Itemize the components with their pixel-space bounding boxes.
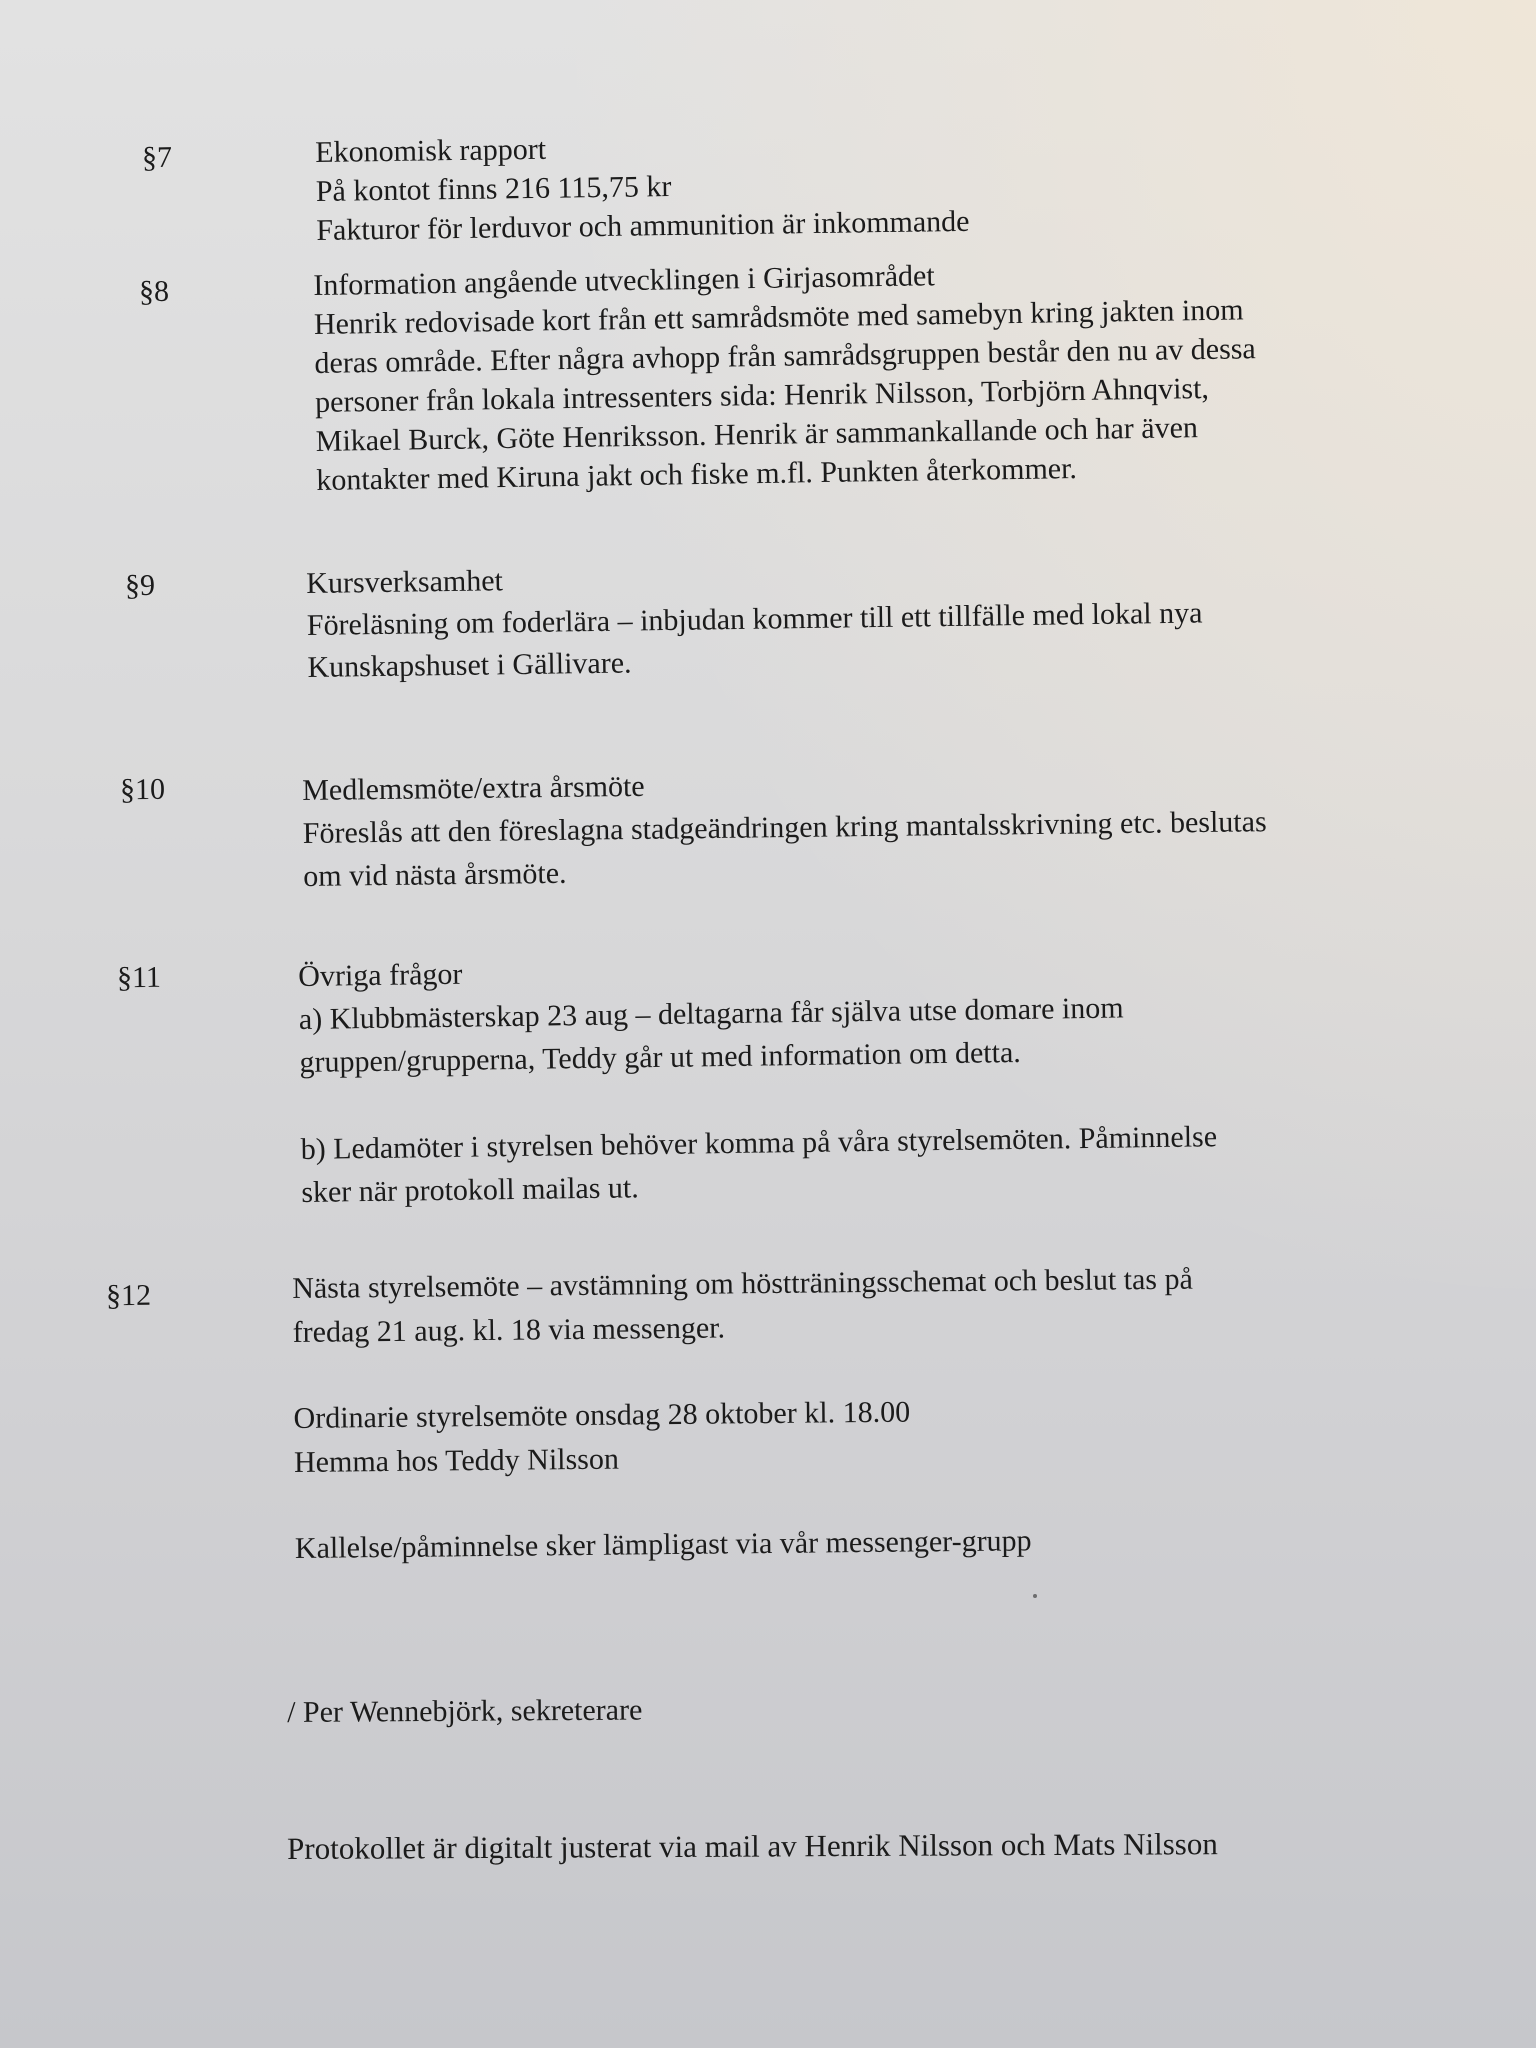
section-7	[315, 124, 970, 250]
section-10	[302, 757, 1267, 898]
ordinary-meeting-line: Hemma hos Teddy Nilsson	[293, 1442, 620, 1479]
section-11-point-b: b) Ledamöter i styrelsen behöver komma på våra styrelsemöten. Påminnelse	[300, 1120, 1218, 1166]
section-9-title: Kursverksamhet	[306, 564, 504, 600]
section-8-line: kontakter med Kiruna jakt och fiske m.fl. Punkten återkommer.	[316, 452, 1078, 497]
section-7-line: På kontot finns 216 115,75 kr	[315, 170, 672, 208]
section-11-point-b: sker när protokoll mailas ut.	[301, 1171, 639, 1209]
section-8-line: deras område. Efter några avhopp från samrådsgruppen består den nu av dessa	[314, 332, 1256, 380]
section-8-title: Information angående utvecklingen i Girjasområdet	[313, 259, 935, 302]
section-number-11: §11	[116, 960, 162, 995]
section-12-line: Nästa styrelsemöte – avstämning om höstträningsschemat och beslut tas på	[292, 1262, 1194, 1305]
section-8-line: Henrik redovisade kort från ett samrådsmöte med samebyn kring jakten inom	[313, 293, 1244, 341]
ordinary-meeting-line: Ordinarie styrelsemöte onsdag 28 oktober kl. 18.00	[293, 1395, 911, 1435]
verification-note: Protokollet är digitalt justerat via mail av Henrik Nilsson och Mats Nilsson	[287, 1826, 1218, 1866]
section-8-line: Mikael Burck, Göte Henriksson. Henrik är sammankallande och har även	[315, 411, 1199, 458]
secretary-signature: / Per Wennebjörk, sekreterare	[287, 1693, 643, 1729]
section-9-line: Kunskapshuset i Gällivare.	[307, 646, 632, 684]
section-number-10: §10	[119, 772, 166, 807]
section-11-point-a: gruppen/grupperna, Teddy går ut med information om detta.	[299, 1035, 1021, 1079]
section-7-line: Fakturor för lerduvor och ammunition är inkommande	[316, 204, 970, 247]
paper-speck	[1033, 1594, 1037, 1598]
section-number-7: §7	[141, 140, 173, 175]
section-10-title: Medlemsmöte/extra årsmöte	[302, 769, 645, 807]
section-8-line: personer från lokala intressenters sida: Henrik Nilsson, Torbjörn Ahnqvist,	[314, 371, 1210, 419]
section-8	[313, 251, 1258, 500]
section-12	[292, 1258, 1196, 1571]
section-7-title: Ekonomisk rapport	[315, 132, 547, 169]
meeting-notice: Kallelse/påminnelse sker lämpligast via vår messenger-grupp	[294, 1524, 1032, 1565]
section-12-line: fredag 21 aug. kl. 18 via messenger.	[292, 1311, 726, 1349]
section-11	[298, 942, 1218, 1214]
section-9-line: Föreläsning om foderlära – inbjudan kommer till ett tillfälle med lokal nya	[306, 596, 1203, 642]
section-number-8: §8	[138, 274, 170, 309]
section-11-title: Övriga frågor	[298, 957, 463, 993]
section-10-line: Föreslås att den föreslagna stadgeändringen kring mantalsskrivning etc. beslutas	[302, 805, 1267, 850]
section-number-9: §9	[124, 568, 156, 603]
section-number-12: §12	[105, 1278, 152, 1313]
section-10-line: om vid nästa årsmöte.	[303, 856, 567, 893]
section-11-point-a: a) Klubbmästerskap 23 aug – deltagarna får själva utse domare inom	[298, 991, 1124, 1036]
section-9	[306, 550, 1203, 688]
